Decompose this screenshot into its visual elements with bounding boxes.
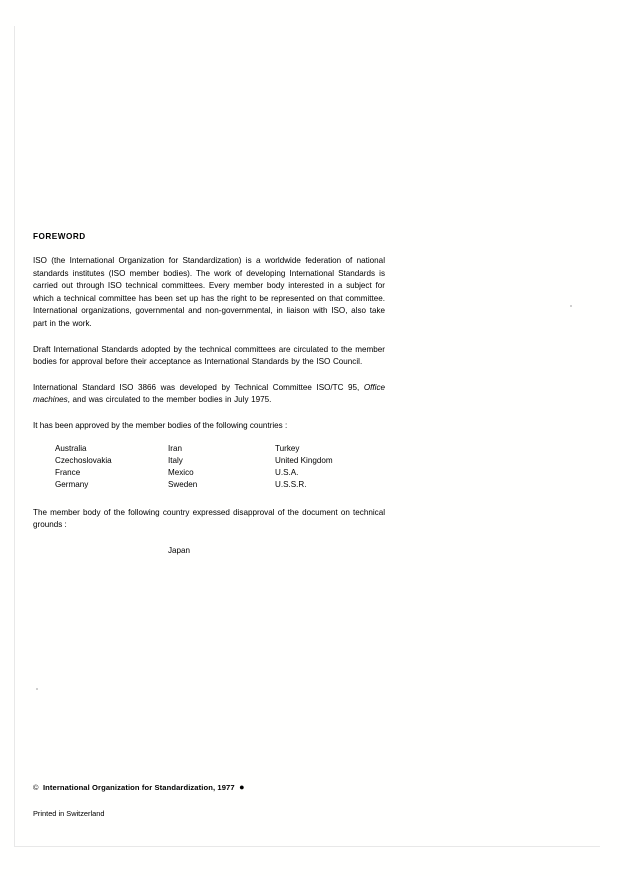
paragraph-draft-standards: Draft International Standards adopted by the technical committees are circulated to the member bodies for approval before their acceptance as International Standards by the ISO Council. (33, 344, 385, 367)
copyright-text: International Organization for Standardization, 1977 (42, 783, 235, 792)
copyright-icon: © (33, 783, 39, 792)
approval-line: It has been approved by the member bodies of the following countries : (33, 420, 288, 430)
country-cell: Australia (55, 443, 87, 453)
standard-origin-before: International Standard ISO 3866 was developed by Technical Committee ISO/TC 95, (33, 382, 364, 392)
country-cell: France (55, 468, 81, 478)
country-cell: Mexico (168, 468, 194, 478)
country-cell: Iran (168, 443, 182, 453)
country-cell: Turkey (275, 443, 300, 453)
page-footer (33, 782, 433, 818)
scan-speck (36, 688, 38, 690)
end-mark-icon: ● (239, 782, 245, 792)
country-cell: United Kingdom (275, 455, 333, 465)
disapproval-country: Japan (168, 545, 191, 555)
country-cell: U.S.A. (275, 468, 299, 478)
disapproval-line: The member body of the following country expressed disapproval of the document on technical grounds : (33, 507, 385, 530)
standard-origin-after: , and was circulated to the member bodies in July 1975. (67, 395, 272, 405)
printed-in: Printed in Switzerland (33, 809, 105, 818)
paragraph-standard-origin (33, 382, 385, 407)
foreword-section (33, 232, 385, 555)
copyright-notice (33, 782, 433, 792)
table-row (55, 443, 355, 455)
countries-table (55, 443, 355, 492)
table-row (55, 479, 355, 491)
country-cell: Italy (168, 455, 183, 465)
page-title: FOREWORD (33, 232, 86, 241)
table-row (55, 467, 355, 479)
country-cell: Germany (55, 480, 89, 490)
page-edge-bottom (14, 846, 600, 847)
scan-speck (570, 305, 572, 307)
page-edge-left (14, 26, 15, 846)
standard-origin-italic: Office machines (33, 382, 385, 405)
country-cell: Czechoslovakia (55, 455, 112, 465)
country-cell: Sweden (168, 480, 198, 490)
country-cell: U.S.S.R. (275, 480, 307, 490)
table-row (55, 455, 355, 467)
paragraph-iso-description: ISO (the International Organization for Standardization) is a worldwide federation of national standards institutes (ISO member bodies). The work of developing International Standards is carried out through ISO technical committees. Every member body interested in a subject for which a technical committee has been set up has the right to be represented on that committee. International organizations, governmental and non-governmental, in liaison with ISO, also take part in the work. (33, 256, 385, 328)
